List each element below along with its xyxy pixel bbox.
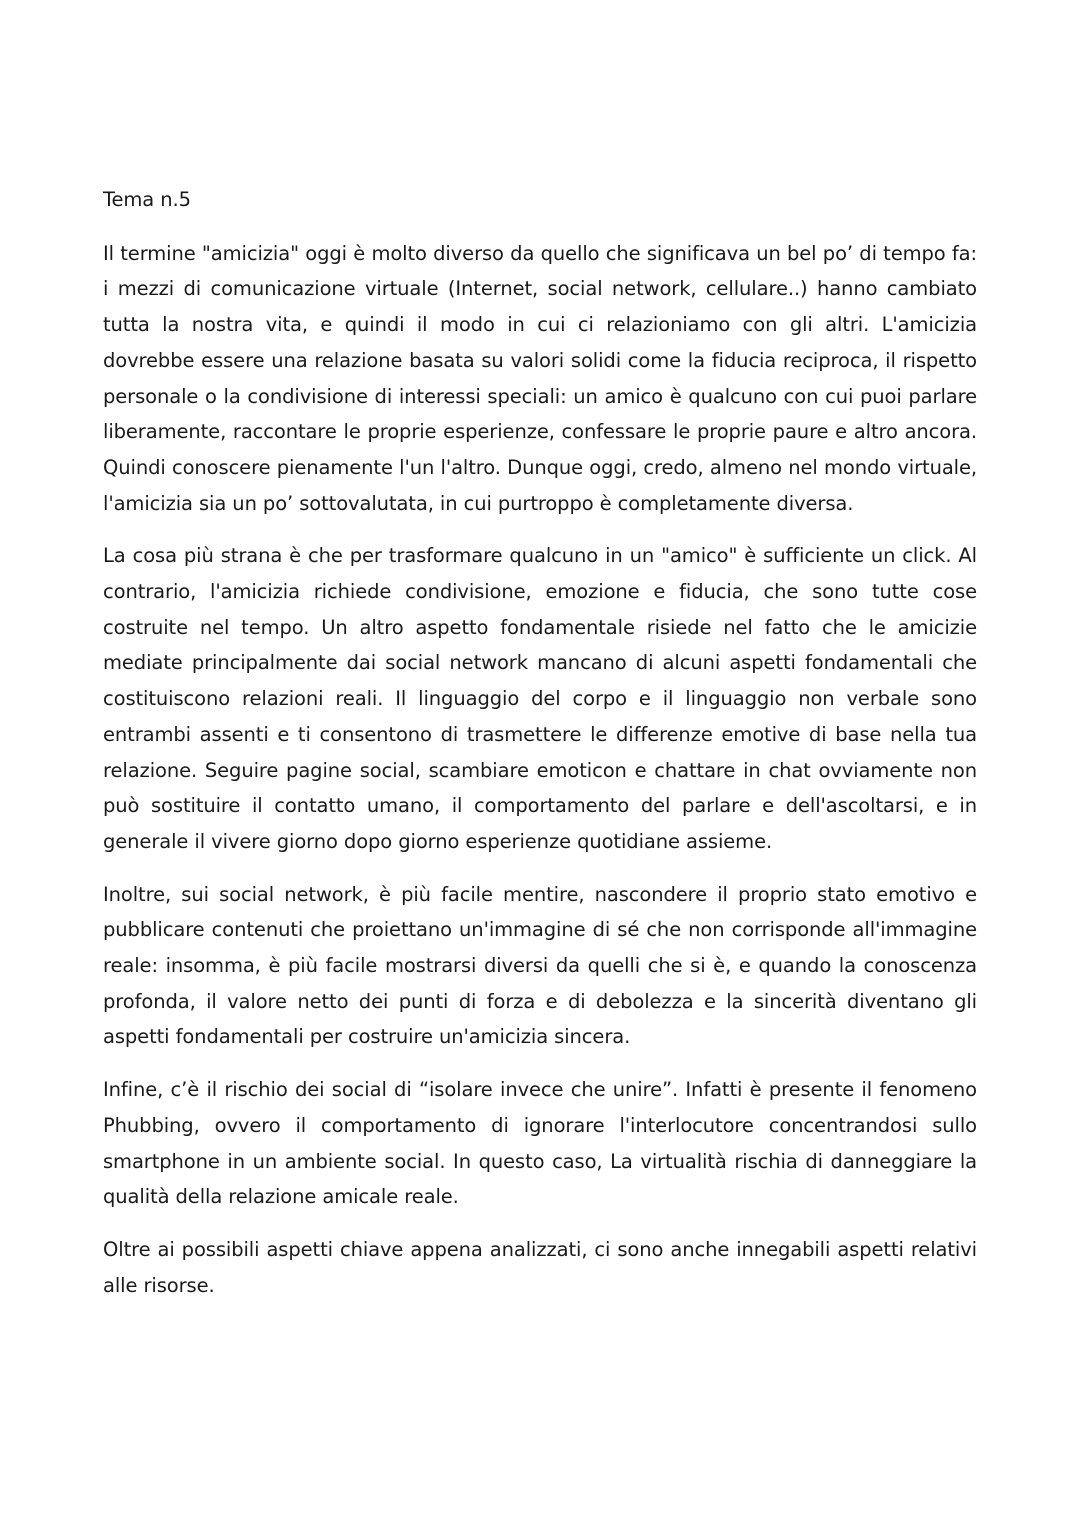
document-body (103, 182, 977, 1320)
document-title: Tema n.5 (103, 188, 191, 211)
paragraph-3: Inoltre, sui social network, è più facile mentire, nascondere il proprio stato emotivo e pubblicare contenuti che proiettano un'immagine di sé che non corrisponde all'immagine reale: insomma, è più facile mostrarsi diversi da quelli che si è, e quando la conoscenza profonda, il valore netto dei punti di forza e di debolezza e la sincerità diventano gli aspetti fondamentali per costruire un'amicizia sincera. (103, 882, 977, 1049)
paragraph-2: La cosa più strana è che per trasformare qualcuno in un "amico" è sufficiente un click. Al contrario, l'amicizia richiede condivisione, emozione e fiducia, che sono tutte cose costruite nel tempo. Un altro aspetto fondamentale risiede nel fatto che le amicizie mediate principalmente dai social network mancano di alcuni aspetti fondamentali che costituiscono relazioni reali. Il linguaggio del corpo e il linguaggio non verbale sono entrambi assenti e ti consentono di trasmettere le differenze emotive di base nella tua relazione. Seguire pagine social, scambiare emoticon e chattare in chat ovviamente non può sostituire il contatto umano, il comportamento del parlare e dell'ascoltarsi, e in generale il vivere giorno dopo giorno esperienze quotidiane assieme. (103, 544, 977, 853)
paragraph-5: Oltre ai possibili aspetti chiave appena analizzati, ci sono anche innegabili aspetti relativi alle risorse. (103, 1237, 977, 1297)
paragraph-4: Infine, c’è il rischio dei social di “isolare invece che unire”. Infatti è presente il fenomeno Phubbing, ovvero il comportamento di ignorare l'interlocutore concentrandosi sullo smartphone in un ambiente social. In questo caso, La virtualità rischia di danneggiare la qualità della relazione amicale reale. (103, 1078, 977, 1209)
paragraph-1: Il termine "amicizia" oggi è molto diverso da quello che significava un bel po’ di tempo fa: i mezzi di comunicazione virtuale (Internet, social network, cellulare..) hanno cambiato tutta la nostra vita, e quindi il modo in cui ci relazioniamo con gli altri. L'amicizia dovrebbe essere una relazione basata su valori solidi come la fiducia reciproca, il rispetto personale o la condivisione di interessi speciali: un amico è qualcuno con cui puoi parlare liberamente, raccontare le proprie esperienze, confessare le proprie paure e altro ancora. Quindi conoscere pienamente l'un l'altro. Dunque oggi, credo, almeno nel mondo virtuale, l'amicizia sia un po’ sottovalutata, in cui purtroppo è completamente diversa. (103, 241, 977, 515)
